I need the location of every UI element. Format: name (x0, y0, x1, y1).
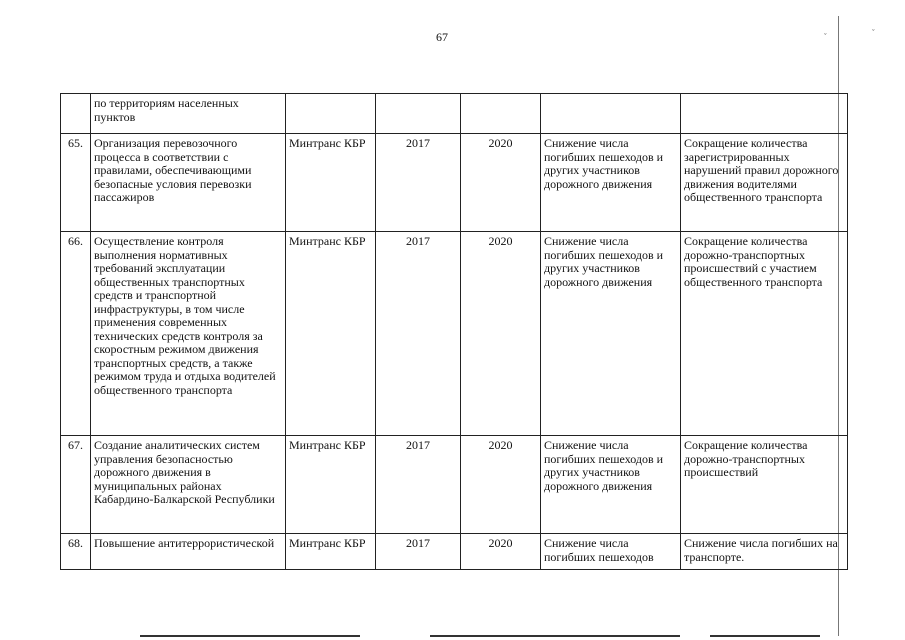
table-row (61, 534, 848, 570)
indicator-cell: Снижение числа погибших на транспорте. (681, 534, 848, 570)
table-row (61, 436, 848, 534)
action-cell: Организация перевозочного процесса в соответствии с правилами, обеспечивающими безопасные условия перевозки пассажиров (91, 134, 286, 232)
measures-table (60, 93, 848, 570)
result-cell: Снижение числа погибших пешеходов и других участников дорожного движения (541, 232, 681, 436)
result-cell (541, 94, 681, 134)
indicator-cell: Сокращение количества зарегистрированных нарушений правил дорожного движения водителями общественного транспорта (681, 134, 848, 232)
executor-cell (286, 94, 376, 134)
action-cell: Создание аналитических систем управления безопасностью дорожного движения в муниципальных районах Кабардино-Балкарской Республики (91, 436, 286, 534)
table-row (61, 232, 848, 436)
result-cell: Снижение числа погибших пешеходов (541, 534, 681, 570)
row-number: 66. (61, 232, 91, 436)
action-cell: Осуществление контроля выполнения нормативных требований эксплуатации общественных транспортных средств и транспортной инфраструктуры, в том числе применения современных технических средств контроля за скоростным режимом движения транспортных средств, а также режимом труда и отдыха водителей общественного транспорта (91, 232, 286, 436)
scan-mark: ˇ (824, 32, 827, 41)
action-cell: Повышение антитеррористической (91, 534, 286, 570)
scan-artifact-line (710, 635, 820, 637)
table-row (61, 134, 848, 232)
end-year-cell: 2020 (461, 534, 541, 570)
start-year-cell: 2017 (376, 534, 461, 570)
executor-cell: Минтранс КБР (286, 232, 376, 436)
page-number: 67 (436, 30, 448, 44)
indicator-cell (681, 94, 848, 134)
row-number (61, 94, 91, 134)
start-year-cell: 2017 (376, 232, 461, 436)
indicator-cell: Сокращение количества дорожно-транспортных происшествий (681, 436, 848, 534)
end-year-cell: 2020 (461, 134, 541, 232)
start-year-cell: 2017 (376, 436, 461, 534)
executor-cell: Минтранс КБР (286, 436, 376, 534)
executor-cell: Минтранс КБР (286, 534, 376, 570)
row-number: 68. (61, 534, 91, 570)
indicator-cell: Сокращение количества дорожно-транспортных происшествий с участием общественного транспорта (681, 232, 848, 436)
start-year-cell: 2017 (376, 134, 461, 232)
row-number: 67. (61, 436, 91, 534)
row-number: 65. (61, 134, 91, 232)
scan-mark: ˇ (872, 28, 875, 37)
end-year-cell: 2020 (461, 436, 541, 534)
start-year-cell (376, 94, 461, 134)
scan-artifact-line (140, 635, 360, 637)
end-year-cell: 2020 (461, 232, 541, 436)
executor-cell: Минтранс КБР (286, 134, 376, 232)
end-year-cell (461, 94, 541, 134)
table-row (61, 94, 848, 134)
scan-artifact-line (430, 635, 680, 637)
result-cell: Снижение числа погибших пешеходов и других участников дорожного движения (541, 134, 681, 232)
result-cell: Снижение числа погибших пешеходов и других участников дорожного движения (541, 436, 681, 534)
action-cell: по территориям населенных пунктов (91, 94, 286, 134)
